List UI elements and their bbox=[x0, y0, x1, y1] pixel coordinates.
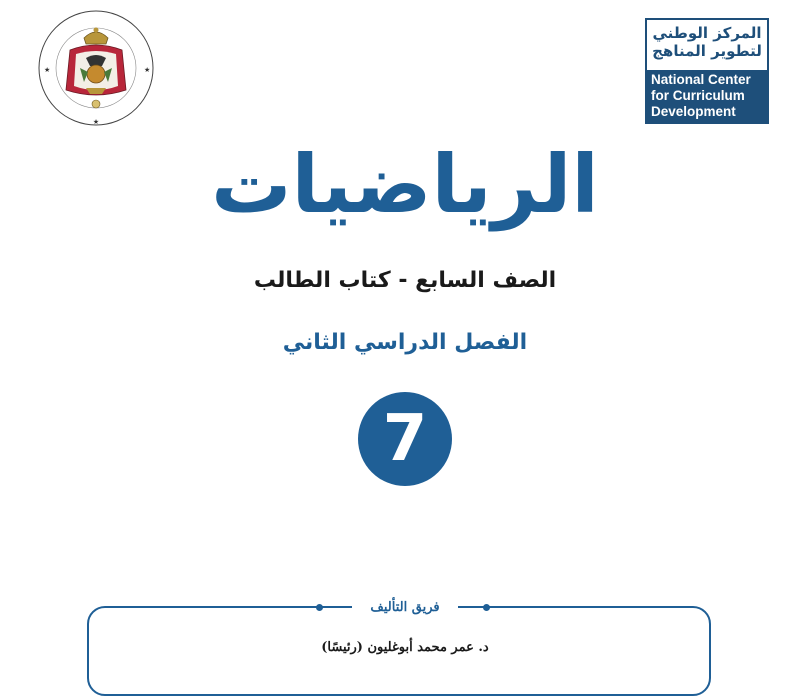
book-subtitle: الصف السابع - كتاب الطالب bbox=[253, 268, 557, 293]
svg-text:★: ★ bbox=[144, 66, 151, 74]
authoring-team-heading: فريق التأليف bbox=[352, 600, 457, 615]
lead-author: د. عمر محمد أبوغليون (رئيسًا) bbox=[321, 640, 489, 655]
grade-badge bbox=[358, 392, 452, 486]
semester-label: الفصل الدراسي الثاني bbox=[282, 330, 528, 355]
ministry-seal-logo bbox=[36, 8, 156, 128]
ncd-arabic-line-2: لتطوير المناهج bbox=[652, 42, 762, 60]
grade-number: 7 bbox=[382, 402, 428, 476]
ncd-english-line-2: for Curriculum bbox=[651, 88, 745, 103]
book-title: الرياضيات bbox=[211, 138, 599, 231]
ncd-logo bbox=[645, 18, 769, 124]
ncd-english-line-1: National Center bbox=[651, 72, 751, 87]
ncd-arabic-line-1: المركز الوطني bbox=[652, 24, 762, 42]
svg-text:★: ★ bbox=[44, 66, 51, 74]
svg-text:★: ★ bbox=[92, 118, 100, 126]
ncd-english-line-3: Development bbox=[651, 104, 736, 119]
